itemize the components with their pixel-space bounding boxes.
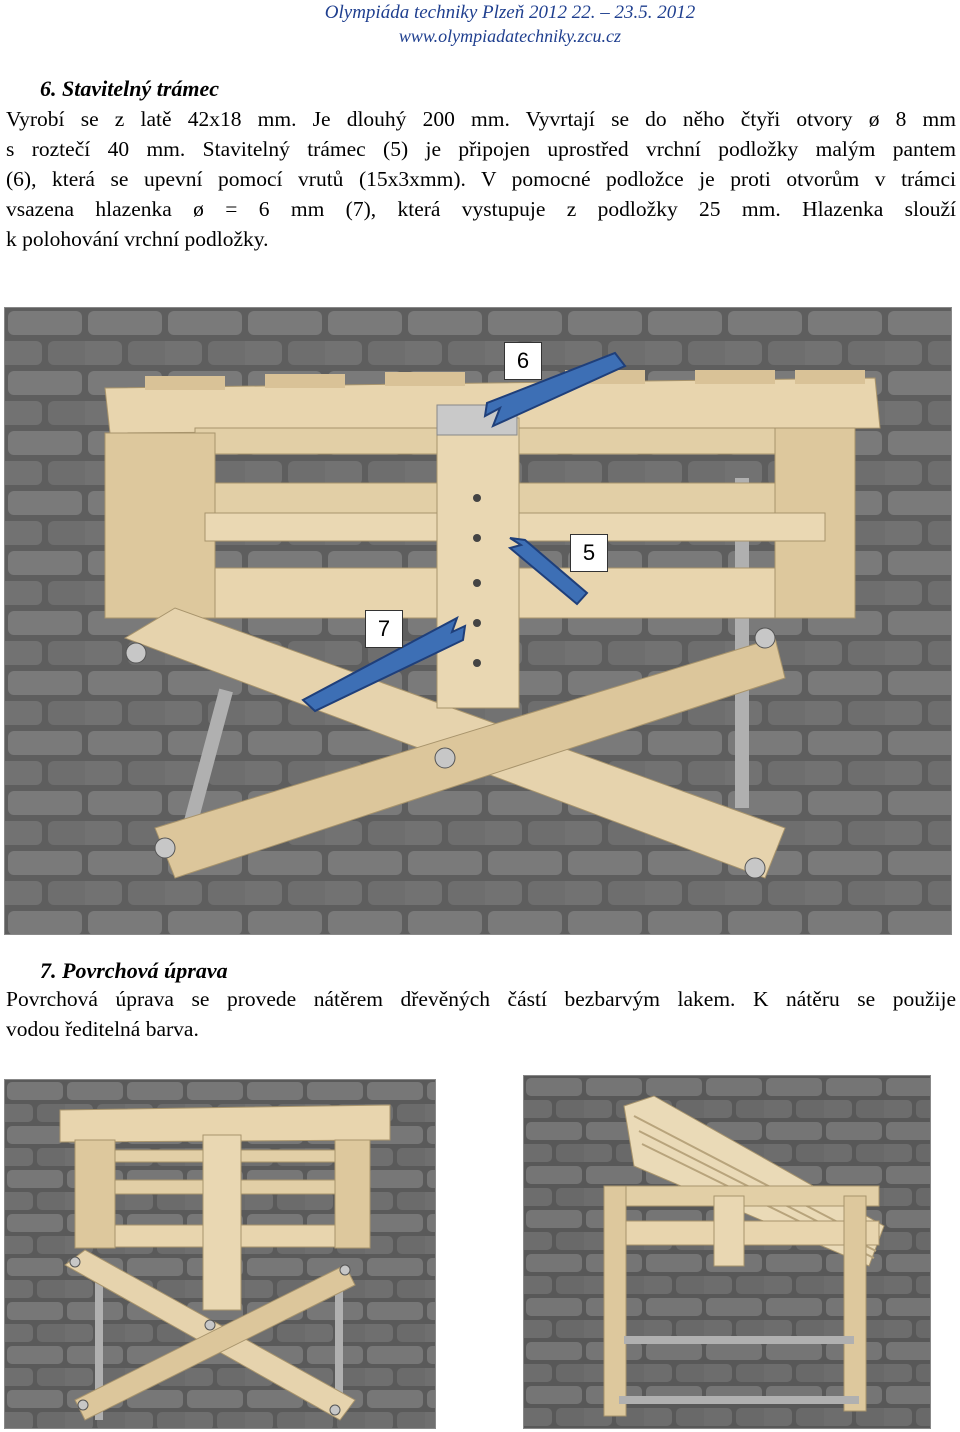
section-7-line: vodou ředitelná barva.	[6, 1017, 199, 1041]
header-url[interactable]: www.olympiadatechniky.zcu.cz	[398, 26, 622, 46]
section-6-line: s roztečí 40 mm. Stavitelný trámec (5) je připojen uprostřed vrchní podložky malým pantem	[6, 137, 956, 161]
section-6-line: Vyrobí se z latě 42x18 mm. Je dlouhý 200 mm. Vyvrtají se do něho čtyři otvory ø 8 mm	[6, 107, 956, 131]
section-6-line: (6), která se upevní pomocí vrutů (15x3xmm). V pomocné podložce je proti otvorům v trámci	[6, 167, 956, 191]
label-5: 5	[570, 534, 608, 572]
section-7-heading: 7. Povrchová úprava	[40, 958, 228, 983]
main-photo	[4, 307, 952, 935]
label-7: 7	[365, 610, 403, 648]
section-6-line: vsazena hlazenka ø = 6 mm (7), která vystupuje z podložky 25 mm. Hlazenka slouží	[6, 197, 956, 221]
bottom-right-photo	[523, 1075, 931, 1429]
section-6-paragraph	[6, 104, 956, 254]
section-7-paragraph	[6, 984, 956, 1044]
header-title: Olympiáda techniky Plzeň 2012 22. – 23.5. 2012	[324, 2, 696, 23]
bottom-left-photo	[4, 1079, 436, 1429]
section-6-line: k polohování vrchní podložky.	[6, 227, 269, 251]
section-6-heading: 6. Stavitelný trámec	[40, 76, 220, 101]
section-7-line: Povrchová úprava se provede nátěrem dřevěných částí bezbarvým lakem. K nátěru se použije	[6, 987, 956, 1011]
label-6: 6	[504, 342, 542, 380]
